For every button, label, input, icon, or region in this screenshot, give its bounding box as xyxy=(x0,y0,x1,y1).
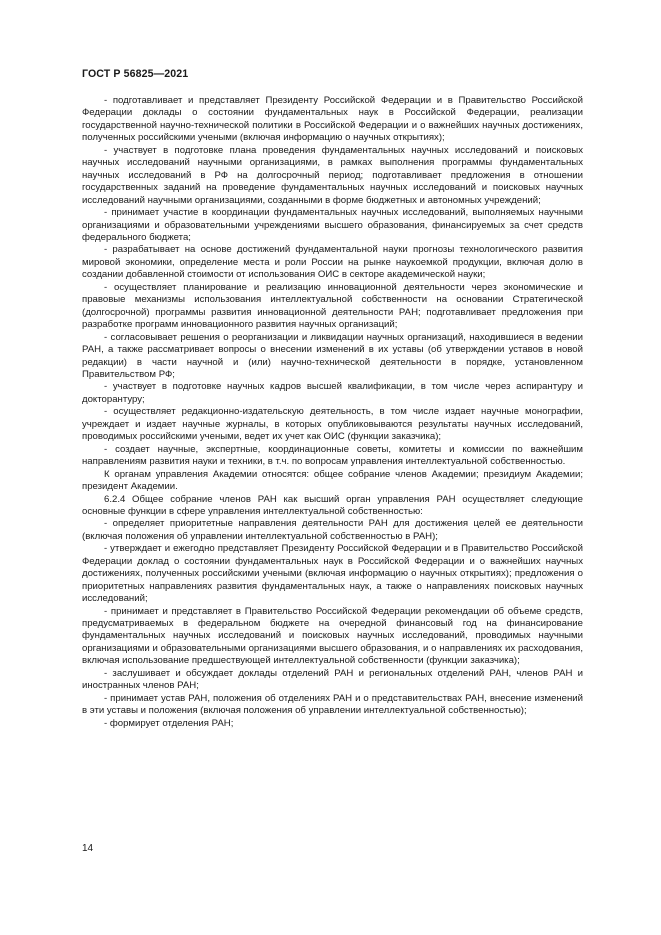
paragraph: - согласовывает решения о реорганизации и ликвидации научных организаций, находившиеся в ведении РАН, а также рассматривает вопросы о внесении изменений в их уставы (об утверждении уставов в новой редакции) в части научной и (или) научно-технической деятельности в порядке, установленном Правительством РФ; xyxy=(82,331,583,380)
paragraph: - участвует в подготовке плана проведения фундаментальных научных исследований и поисковых научных исследований научными организациями, в рамках выполнения программы фундаментальных научных исследований в РФ на долгосрочный период; подготавливает предложения в отношении государственных заданий на проведение фундаментальных научных исследований и поисковых научных исследований научными организациями, созданными в форме бюджетных и автономных учреждений; xyxy=(82,144,583,206)
paragraph: - принимает участие в координации фундаментальных научных исследований, выполняемых научными организациями и образовательными учреждениями высшего образования, финансируемых за счет средств федерального бюджета; xyxy=(82,207,583,243)
paragraph: - осуществляет редакционно-издательскую деятельность, в том числе издает научные монографии, учреждает и издает научные журналы, в которых опубликовываются результаты научных исследований, проводимых российскими учеными, ведет их учет как ОИС (функции заказчика); xyxy=(82,406,583,443)
paragraph: - разрабатывает на основе достижений фундаментальной науки прогнозы технологического развития мировой экономики, определение места и роли России на рынке наукоемкой продукции, включая долю в создании добавленной стоимости от использования ОИС в секторе академической науки; xyxy=(82,244,583,281)
body-text xyxy=(82,95,583,730)
paragraph: - принимает и представляет в Правительство Российской Федерации рекомендации об объеме средств, предусматриваемых в федеральном бюджете на очередной финансовый год на финансирование фундаментальных научных исследований и поисковых научных исследований, проводимых научными организациями и образовательными организациями высшего образования, и о направлениях их расходования, включая использование предшествующей интеллектуальной собственности (функции заказчика); xyxy=(82,605,583,667)
paragraph: - создает научные, экспертные, координационные советы, комитеты и комиссии по важнейшим направлениям развития науки и техники, в т.ч. по вопросам управления интеллектуальной собственностью. xyxy=(82,443,583,468)
paragraph: - формирует отделения РАН; xyxy=(104,717,234,729)
section-paragraph: 6.2.4 Общее собрание членов РАН как высший орган управления РАН осуществляет следующие основные функции в сфере управления интеллектуальной собственностью: xyxy=(82,493,583,517)
paragraph: - осуществляет планирование и реализацию инновационной деятельности через экономические и правовые механизмы использования интеллектуальной собственности на основании Стратегической (долгосрочной) программы развития инновационной деятельности РАН; подготавливает предложения при разработке программ инновационного развития научных организаций; xyxy=(82,281,583,331)
paragraph: - утверждает и ежегодно представляет Президенту Российской Федерации и в Правительство Российской Федерации доклад о состоянии фундаментальных наук в Российской Федерации и о важнейших научных достижениях, полученных российскими учеными (включая информацию о научных открытиях); предложения о приоритетных направлениях развития фундаментальных наук, а также о направлениях поисковых научных исследований; xyxy=(82,543,583,605)
paragraph: К органам управления Академии относятся: общее собрание членов Академии; президиум Академии; президент Академии. xyxy=(82,468,583,493)
paragraph: - участвует в подготовке научных кадров высшей квалификации, в том числе через аспирантуру и докторантуру; xyxy=(82,381,583,405)
paragraph: - определяет приоритетные направления деятельности РАН для достижения целей ее деятельности (включая положения об управлении интеллектуальной собственностью в РАН); xyxy=(82,518,583,542)
document-standard-id: ГОСТ Р 56825—2021 xyxy=(82,68,189,80)
paragraph: - принимает устав РАН, положения об отделениях РАН и о представительствах РАН, внесение изменений в эти уставы и положения (включая положения об управлении интеллектуальной собственностью); xyxy=(82,692,583,717)
page-number: 14 xyxy=(82,843,94,854)
paragraph: - заслушивает и обсуждает доклады отделений РАН и региональных отделений РАН, членов РАН и иностранных членов РАН; xyxy=(82,667,583,692)
paragraph: - подготавливает и представляет Президенту Российской Федерации и в Правительство Российской Федерации доклады о состоянии фундаментальных наук в Российской Федерации, реализации государственной научно-технической политики в Российской Федерации и о важнейших научных достижениях, полученных российскими учеными (включая информацию о научных открытиях); xyxy=(82,95,583,144)
